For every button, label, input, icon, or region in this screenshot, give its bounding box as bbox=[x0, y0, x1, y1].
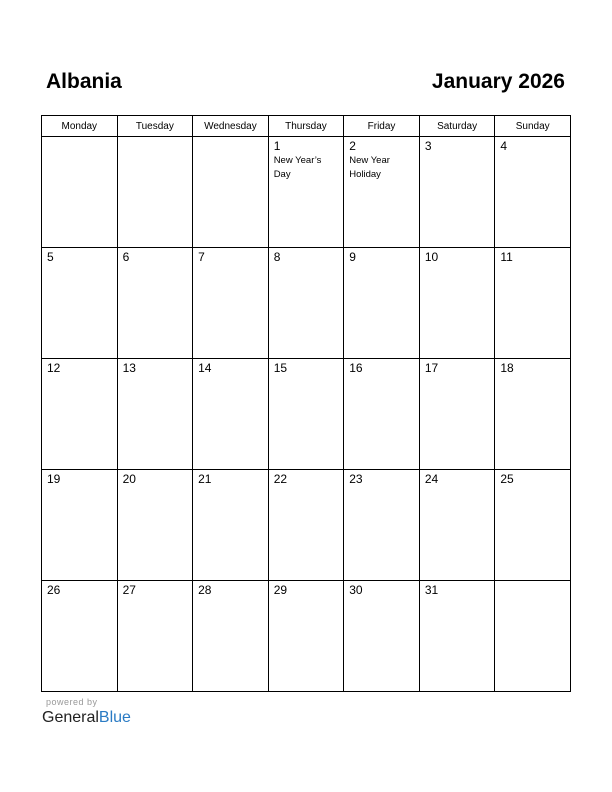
month-title: January 2026 bbox=[431, 70, 565, 93]
day-number: 18 bbox=[500, 361, 514, 375]
country-title: Albania bbox=[46, 70, 122, 93]
weekday-header: Monday bbox=[42, 116, 118, 137]
day-number: 28 bbox=[198, 583, 212, 597]
holiday-label: New Year’s Day bbox=[273, 155, 322, 180]
day-cell[interactable] bbox=[193, 137, 269, 248]
day-cell[interactable] bbox=[268, 581, 344, 692]
day-cell[interactable] bbox=[344, 581, 420, 692]
day-cell[interactable] bbox=[193, 470, 269, 581]
day-number: 16 bbox=[349, 361, 363, 375]
day-number: 29 bbox=[273, 583, 288, 597]
weekday-header: Tuesday bbox=[117, 116, 193, 137]
day-cell[interactable] bbox=[495, 248, 571, 359]
day-cell[interactable] bbox=[419, 581, 495, 692]
week-row bbox=[42, 470, 571, 581]
week-row bbox=[42, 581, 571, 692]
day-cell[interactable] bbox=[42, 470, 118, 581]
day-cell[interactable] bbox=[495, 470, 571, 581]
day-cell[interactable] bbox=[117, 137, 193, 248]
day-cell[interactable] bbox=[419, 470, 495, 581]
day-cell[interactable] bbox=[42, 359, 118, 470]
day-cell[interactable] bbox=[268, 359, 344, 470]
day-cell[interactable] bbox=[42, 581, 118, 692]
day-cell[interactable] bbox=[42, 248, 118, 359]
day-number: 20 bbox=[122, 472, 136, 486]
day-cell[interactable] bbox=[193, 581, 269, 692]
weekday-header: Sunday bbox=[495, 116, 571, 137]
day-cell[interactable] bbox=[495, 137, 571, 248]
day-number: 7 bbox=[198, 250, 205, 264]
day-cell[interactable] bbox=[344, 137, 420, 248]
day-cell[interactable] bbox=[495, 359, 571, 470]
day-number: 11 bbox=[500, 250, 513, 264]
day-cell[interactable] bbox=[419, 359, 495, 470]
day-number: 24 bbox=[424, 472, 439, 486]
weekday-header-row bbox=[42, 116, 571, 137]
day-number: 12 bbox=[47, 361, 61, 375]
day-cell[interactable] bbox=[117, 470, 193, 581]
day-cell[interactable] bbox=[419, 248, 495, 359]
day-number: 6 bbox=[122, 250, 130, 264]
day-cell[interactable] bbox=[268, 248, 344, 359]
weekday-header: Thursday bbox=[268, 116, 344, 137]
week-row bbox=[42, 248, 571, 359]
day-number: 30 bbox=[349, 583, 363, 597]
weekday-header: Saturday bbox=[419, 116, 495, 137]
powered-by-label: powered by bbox=[46, 697, 98, 707]
day-cell[interactable] bbox=[268, 470, 344, 581]
weekday-header: Friday bbox=[344, 116, 420, 137]
day-cell[interactable] bbox=[117, 248, 193, 359]
day-cell[interactable] bbox=[344, 359, 420, 470]
day-cell[interactable] bbox=[344, 470, 420, 581]
day-cell[interactable] bbox=[193, 359, 269, 470]
day-number: 5 bbox=[47, 250, 54, 264]
brand-blue: Blue bbox=[98, 709, 131, 726]
holiday-label: New Year Holiday bbox=[349, 155, 390, 180]
day-cell[interactable] bbox=[117, 359, 193, 470]
day-cell[interactable] bbox=[495, 581, 571, 692]
day-number: 2 bbox=[349, 139, 356, 153]
calendar-grid bbox=[41, 115, 571, 692]
day-number: 31 bbox=[424, 583, 439, 597]
day-cell[interactable] bbox=[193, 248, 269, 359]
weekday-header: Wednesday bbox=[193, 116, 269, 137]
day-number: 4 bbox=[500, 139, 508, 153]
day-number: 21 bbox=[198, 472, 212, 486]
day-number: 26 bbox=[47, 583, 61, 597]
day-number: 22 bbox=[273, 472, 288, 486]
day-number: 13 bbox=[122, 361, 136, 375]
day-number: 25 bbox=[500, 472, 514, 486]
day-cell[interactable] bbox=[419, 137, 495, 248]
week-row bbox=[42, 359, 571, 470]
brand-general: General bbox=[42, 709, 99, 726]
day-number: 9 bbox=[349, 250, 356, 264]
day-cell[interactable] bbox=[268, 137, 344, 248]
day-cell[interactable] bbox=[344, 248, 420, 359]
day-number: 23 bbox=[349, 472, 363, 486]
day-number: 10 bbox=[424, 250, 439, 264]
day-number: 17 bbox=[424, 361, 439, 375]
day-number: 15 bbox=[273, 361, 288, 375]
day-cell[interactable] bbox=[42, 137, 118, 248]
day-number: 3 bbox=[424, 139, 432, 153]
day-number: 19 bbox=[47, 472, 61, 486]
day-number: 27 bbox=[122, 583, 136, 597]
day-number: 1 bbox=[273, 139, 281, 153]
day-cell[interactable] bbox=[117, 581, 193, 692]
week-row bbox=[42, 137, 571, 248]
day-number: 8 bbox=[273, 250, 281, 264]
day-number: 14 bbox=[198, 361, 212, 375]
generalblue-logo[interactable] bbox=[42, 709, 131, 727]
